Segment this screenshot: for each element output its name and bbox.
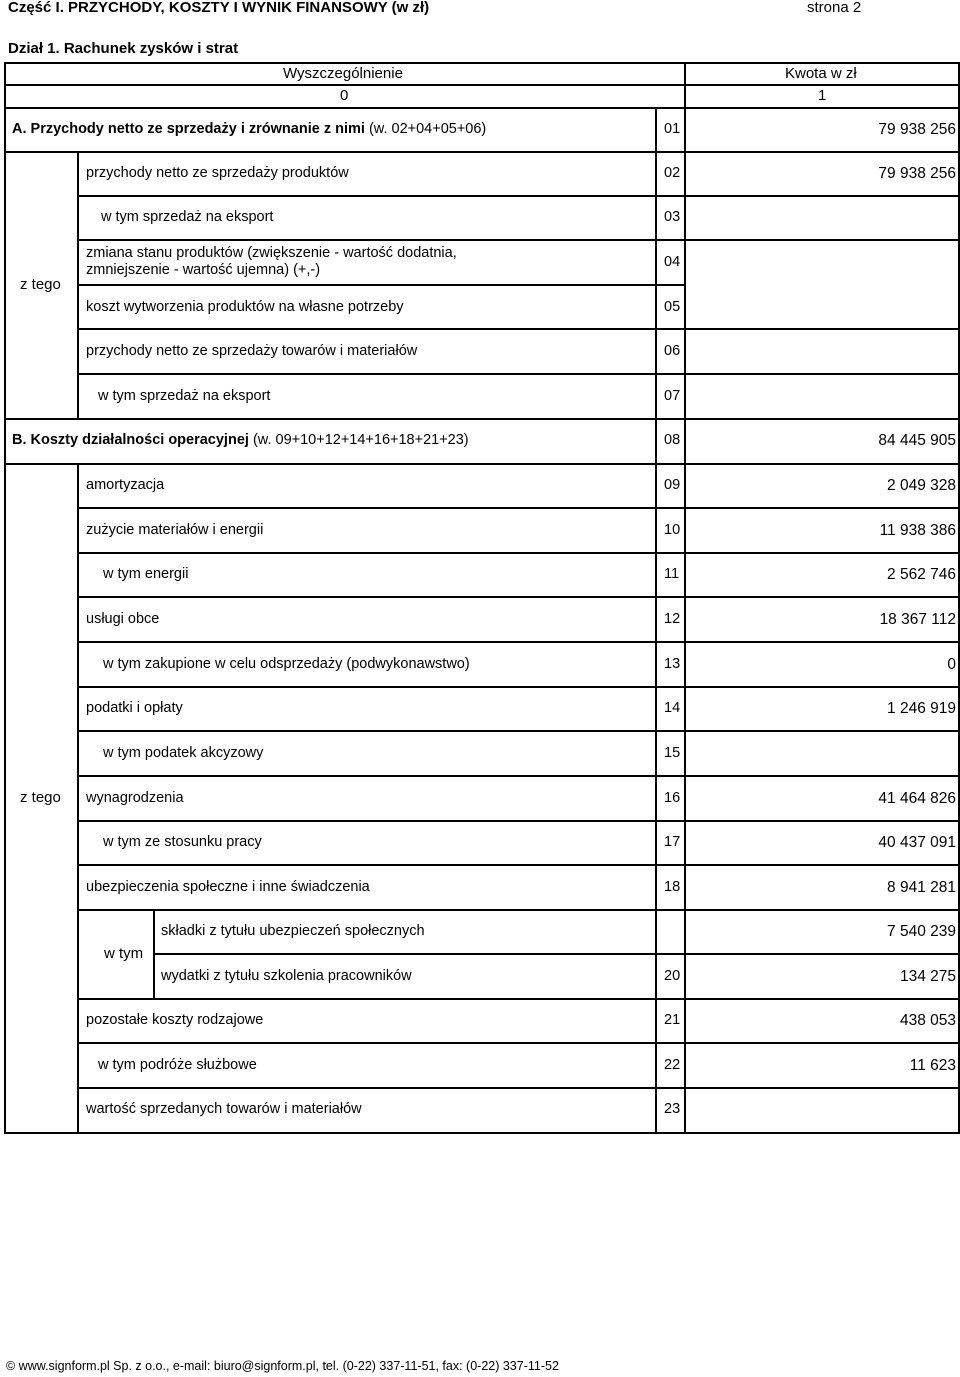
- row-03-label: w tym sprzedaż na eksport: [101, 209, 274, 225]
- row-10-value: 11 938 386: [879, 522, 956, 539]
- row-05-label: koszt wytworzenia produktów na własne potrzeby: [86, 299, 404, 315]
- section-b-code: 08: [664, 432, 681, 448]
- row-12-code: 12: [664, 611, 681, 627]
- row-22-label: w tym podróże służbowe: [98, 1057, 257, 1073]
- row-06-label: przychody netto ze sprzedaży towarów i materiałów: [86, 343, 418, 359]
- row-19-value: 7 540 239: [887, 923, 956, 940]
- row-16-code: 16: [664, 790, 681, 806]
- page-number: strona 2: [807, 0, 862, 16]
- row-09-label: amortyzacja: [86, 477, 165, 493]
- row-11-value: 2 562 746: [887, 566, 956, 583]
- row-18-label: ubezpieczenia społeczne i inne świadczenia: [86, 879, 370, 895]
- row-10-code: 10: [664, 522, 681, 538]
- row-04-label-line2: zmniejszenie - wartość ujemna) (+,-): [86, 262, 321, 278]
- row-18-value: 8 941 281: [887, 879, 956, 896]
- column-number-1: 1: [818, 87, 827, 104]
- row-04-label-line1: zmiana stanu produktów (zwiększenie - wartość dodatnia,: [86, 245, 457, 261]
- z-tego-label-a: z tego: [20, 276, 61, 293]
- section-b-value: 84 445 905: [878, 432, 956, 449]
- row-11-code: 11: [664, 566, 680, 582]
- section-b-label: B. Koszty działalności operacyjnej (w. 09+10+12+14+16+18+21+23): [12, 432, 469, 448]
- page-title: Część I. PRZYCHODY, KOSZTY I WYNIK FINANSOWY (w zł): [8, 0, 430, 16]
- section-a-label: A. Przychody netto ze sprzedaży i zrównanie z nimi (w. 02+04+05+06): [12, 121, 487, 137]
- row-09-value: 2 049 328: [887, 477, 956, 494]
- row-11-label: w tym energii: [103, 566, 189, 582]
- row-17-code: 17: [664, 834, 681, 850]
- row-05-code: 05: [664, 299, 681, 315]
- row-14-label: podatki i opłaty: [86, 700, 183, 716]
- row-15-label: w tym podatek akcyzowy: [103, 745, 264, 761]
- row-07-label: w tym sprzedaż na eksport: [98, 388, 271, 404]
- row-20-label: wydatki z tytułu szkolenia pracowników: [161, 968, 412, 984]
- column-number-0: 0: [340, 87, 349, 104]
- row-02-value: 79 938 256: [878, 165, 956, 182]
- column-header-amount: Kwota w zł: [785, 65, 857, 82]
- row-18-code: 18: [664, 879, 681, 895]
- row-16-value: 41 464 826: [878, 790, 956, 807]
- row-14-value: 1 246 919: [887, 700, 956, 717]
- row-04-code: 04: [664, 254, 681, 270]
- row-20-value: 134 275: [899, 968, 956, 985]
- row-15-code: 15: [664, 745, 681, 761]
- row-14-code: 14: [664, 700, 681, 716]
- row-17-value: 40 437 091: [878, 834, 956, 851]
- row-12-value: 18 367 112: [879, 611, 956, 628]
- row-21-value: 438 053: [899, 1012, 956, 1029]
- section-title: Dział 1. Rachunek zysków i strat: [8, 40, 239, 57]
- row-20-code: 20: [664, 968, 681, 984]
- row-22-value: 11 623: [909, 1057, 956, 1074]
- section-a-value: 79 938 256: [878, 121, 956, 138]
- footer-copyright: © www.signform.pl Sp. z o.o., e-mail: biuro@signform.pl, tel. (0-22) 337-11-51, fax: (0-22) 337-11-52: [6, 1359, 559, 1373]
- row-21-label: pozostałe koszty rodzajowe: [86, 1012, 264, 1028]
- row-10-label: zużycie materiałów i energii: [86, 522, 264, 538]
- row-22-code: 22: [664, 1057, 681, 1073]
- z-tego-label-b: z tego: [20, 789, 61, 806]
- row-13-value: 0: [947, 656, 956, 673]
- row-03-code: 03: [664, 209, 681, 225]
- row-23-code: 23: [664, 1101, 681, 1117]
- row-13-code: 13: [664, 656, 681, 672]
- row-17-label: w tym ze stosunku pracy: [103, 834, 262, 850]
- row-21-code: 21: [664, 1012, 681, 1028]
- row-07-code: 07: [664, 388, 681, 404]
- row-16-label: wynagrodzenia: [86, 790, 184, 806]
- row-19-label: składki z tytułu ubezpieczeń społecznych: [161, 923, 425, 939]
- row-06-code: 06: [664, 343, 681, 359]
- section-a-code: 01: [664, 121, 681, 137]
- row-13-label: w tym zakupione w celu odsprzedaży (podwykonawstwo): [103, 656, 470, 672]
- row-02-label: przychody netto ze sprzedaży produktów: [86, 165, 349, 181]
- w-tym-label: w tym: [104, 945, 144, 962]
- row-02-code: 02: [664, 165, 681, 181]
- row-09-code: 09: [664, 477, 681, 493]
- row-23-label: wartość sprzedanych towarów i materiałów: [86, 1101, 362, 1117]
- column-header-description: Wyszczególnienie: [283, 65, 403, 82]
- row-12-label: usługi obce: [86, 611, 160, 627]
